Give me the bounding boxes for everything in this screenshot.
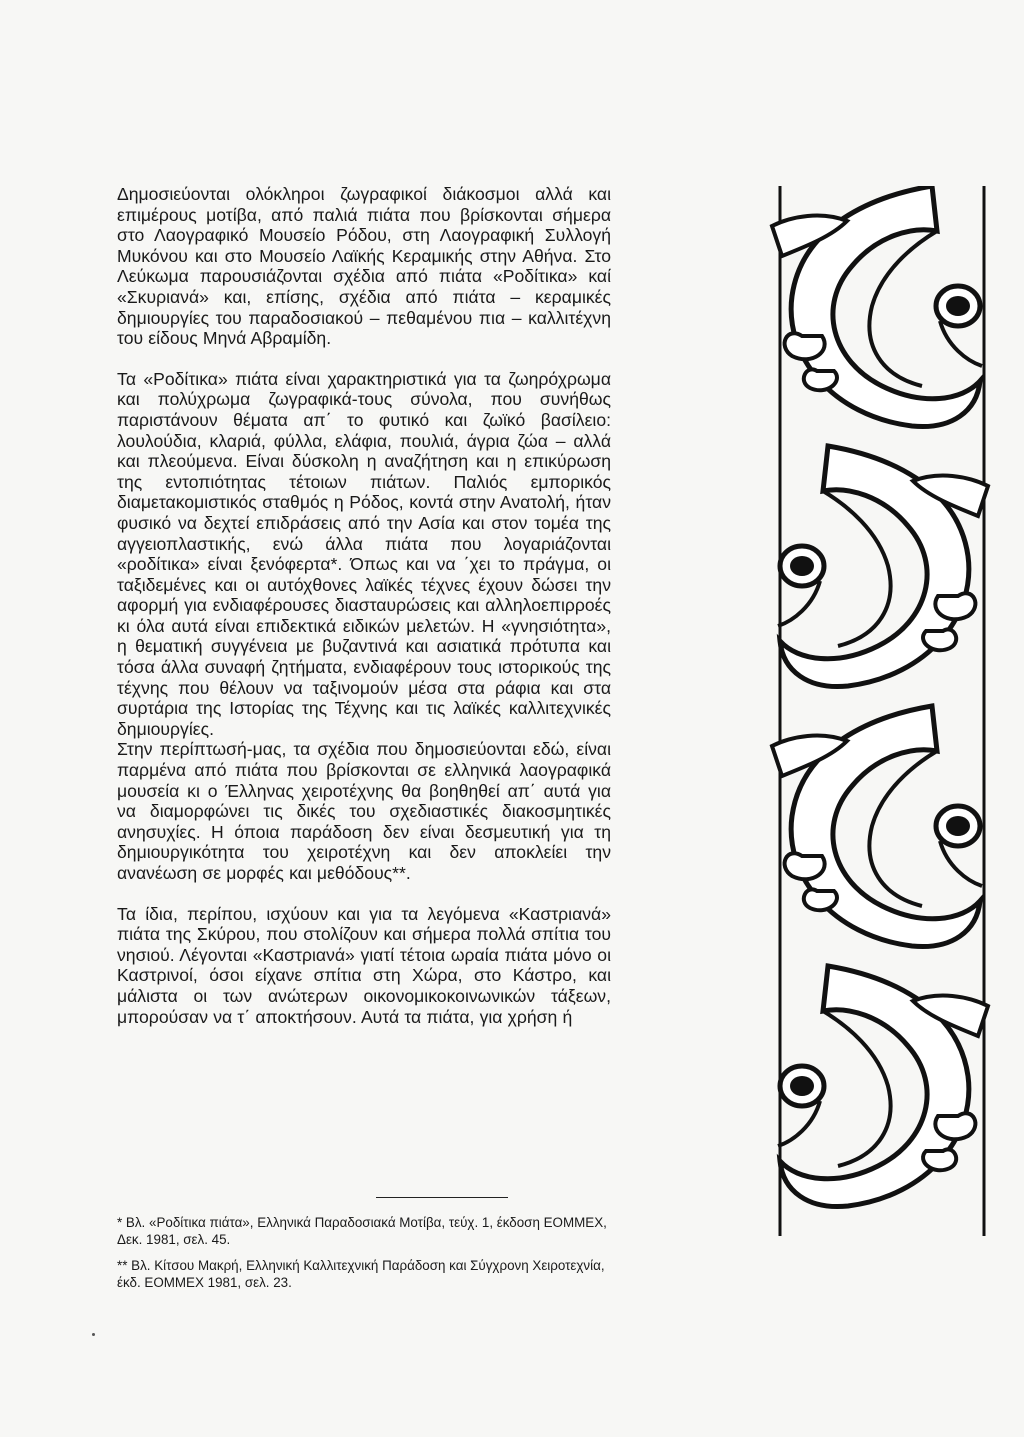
- scroll-border-ornament-icon: [762, 186, 998, 1236]
- footnotes: [117, 1214, 611, 1300]
- footnote-divider: [376, 1197, 508, 1198]
- footnote-1: * Βλ. «Ροδίτικα πιάτα», Ελληνικά Παραδοσιακά Μοτίβα, τεύχ. 1, έκδοση ΕΟΜΜΕΧ, Δεκ. 1981, σελ. 45.: [117, 1215, 607, 1248]
- stray-mark: [92, 1333, 95, 1336]
- paragraph-intro: Δημοσιεύονται ολόκληροι ζωγραφικοί διάκοσμοι αλλά και επιμέρους μοτίβα, από παλιά πιάτα που βρίσκονται σήμερα στο Λαογραφικό Μουσείο Ρόδου, στη Λαογραφική Συλλογή Μυκόνου και στο Μουσείο Λαϊκής Κεραμικής στην Αθήνα. Στο Λεύκωμα παρουσιάζονται σχέδια από πιάτα «Ροδίτικα» καί «Σκυριανά» και, επίσης, σχέδια από πιάτα – κεραμικές δημιουργίες του παραδοσιακού – πεθαμένου πια – καλλιτέχνη του είδους Μηνά Αβραμίδη.: [117, 184, 611, 349]
- paragraph-our-case: Στην περίπτωσή-μας, τα σχέδια που δημοσιεύονται εδώ, είναι παρμένα από πιάτα που βρίσκονται σε ελληνικά λαογραφικά μουσεία κι ο Έλληνας χειροτέχνης θα βοηθηθεί απ΄ αυτά για να διαμορφώνει τις δικές του σχεδιαστικές διακοσμητικές ανησυχίες. Η όποια παράδοση δεν είναι δεσμευτική για τη δημιουργικότητα του χειροτέχνη και δεν αποκλείει την ανανέωση σε μορφές και μεθόδους**.: [117, 739, 611, 883]
- paragraph-roditika: Τα «Ροδίτικα» πιάτα είναι χαρακτηριστικά για τα ζωηρόχρωμα και πολύχρωμα ζωγραφικά-τους σύνολα, που συνήθως παριστάνουν θέματα απ΄ το φυτικό και ζωϊκό βασίλειο: λουλούδια, κλαριά, φύλλα, ελάφια, πουλιά, άγρια ζώα – αλλά και πλεούμενα. Είναι δύσκολη η αναζήτηση και η επικύρωση της εντοπιότητας τέτοιων πιάτων. Παλιός εμπορικός διαμετακομιστικός σταθμός η Ρόδος, κοντά στην Ανατολή, ήταν φυσικό να δεχτεί επιδράσεις από την Ασία και στον τομέα της αγγειοπλαστικής, ενώ άλλα πιάτα που λογαριάζονται «ροδίτικα» είναι ξενόφερτα*. Όπως και να ΄χει το πράγμα, οι ταξιδεμένες και οι αυτόχθονες λαϊκές τέχνες έχουν δώσει την αφορμή για ενδιαφέρουσες διασταυρώσεις και αλληλοεπιρροές κι όλα αυτά είναι επιδεκτικά ειδικών μελετών. Η «γνησιότητα», η θεματική συγγένεια με βυζαντινά και ασιατικά πρότυπα και τόσα άλλα συναφή ζητήματα, ενδιαφέρουν τους ιστορικούς της τέχνης που θέλουν να ταξινομούν μέσα στα ράφια και στα συρτάρια της Ιστορίας της Τέχνης και τις λαϊκές καλλιτεχνικές δημιουργίες.: [117, 368, 611, 739]
- footnote-2: ** Βλ. Κίτσου Μακρή, Ελληνική Καλλιτεχνική Παράδοση και Σύγχρονη Χειροτεχνία, έκδ. ΕΟΜΜΕΧ 1981, σελ. 23.: [117, 1257, 605, 1291]
- main-text-column: [117, 184, 611, 1027]
- paragraph-kastriana: Τα ίδια, περίπου, ισχύουν και για τα λεγόμενα «Καστριανά» πιάτα της Σκύρου, που στολίζουν και σήμερα πολλά σπίτια του νησιού. Λέγονται «Καστριανά» γιατί τέτοια ωραία πιάτα μόνο οι Καστρινοί, όσοι είχανε σπίτια στη Χώρα, στο Κάστρο, και μάλιστα οι των ανώτερων οικονομικοκοινωνικών τάξεων, μπορούσαν να τ΄ αποκτήσουν. Αυτά τα πιάτα, για χρήση ή: [117, 903, 611, 1027]
